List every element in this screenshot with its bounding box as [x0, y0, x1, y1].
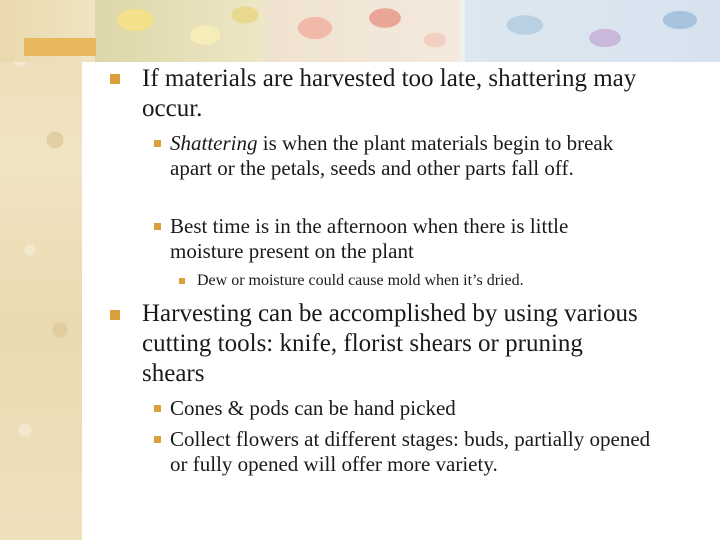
term-shattering: Shattering [170, 131, 258, 155]
bullet-2-sub-2: Collect flowers at different stages: buds, partially opened or fully opened will offer more variety. [170, 427, 651, 477]
bullet-1-sub-2-detail: Dew or moisture could cause mold when it’s dried. [197, 272, 524, 289]
bullet-1-text: If materials are harvested too late, shattering may occur. [142, 65, 637, 122]
bullet-marker [179, 278, 185, 284]
bullet-marker [154, 140, 161, 147]
bullet-2-text: Harvesting can be accomplished by using various cutting tools: knife, florist shears or pruning shears [142, 300, 638, 387]
bullet-1-sub-2: Best time is in the afternoon when there is little moisture present on the plant [170, 214, 569, 264]
accent-tab [24, 38, 96, 56]
bullet-marker [110, 74, 120, 84]
bullet-marker [110, 310, 120, 320]
floral-image-yellow [95, 0, 265, 62]
bullet-1-sub-1-text: is when the plant materials begin to break apart or the petals, seeds and other parts fall off. [170, 131, 614, 181]
bullet-marker [154, 436, 161, 443]
bullet-marker [154, 223, 161, 230]
bullet-2-sub-1: Cones & pods can be hand picked [170, 396, 456, 420]
bullet-marker [154, 405, 161, 412]
floral-image-pink [265, 0, 460, 62]
slide-content [82, 62, 720, 540]
bullet-1-sub-1 [170, 131, 660, 181]
floral-image-blue [465, 0, 720, 62]
parchment-side-band [0, 0, 82, 540]
